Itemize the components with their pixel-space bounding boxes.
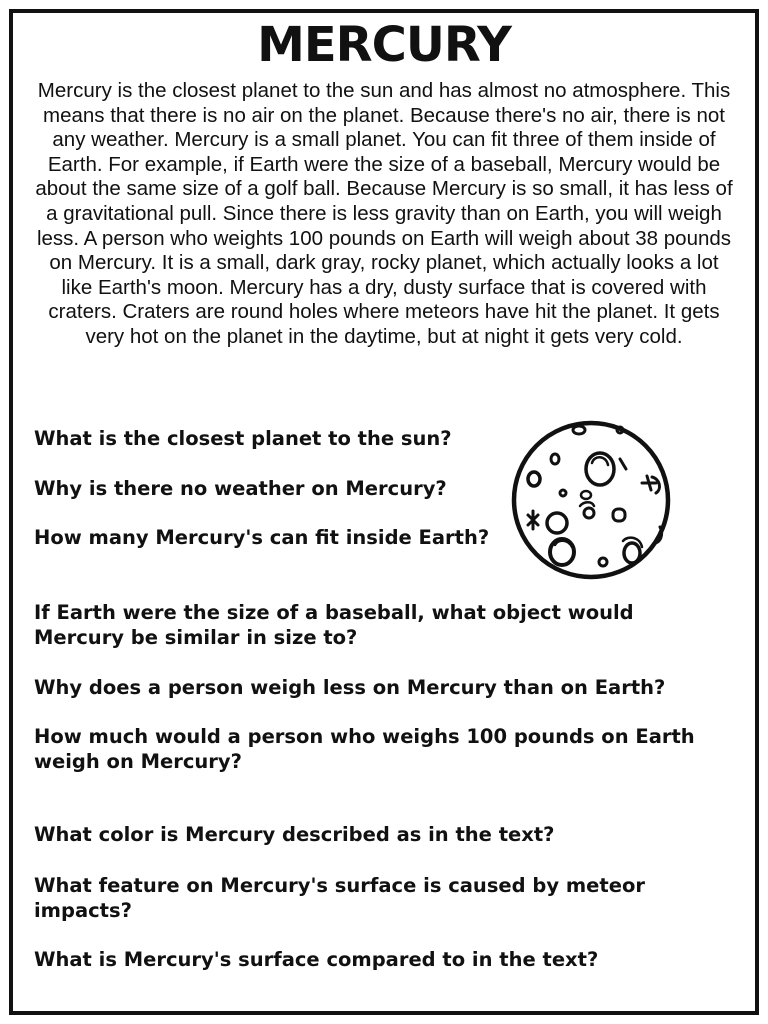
question-8: What feature on Mercury's surface is caused by meteor impacts?: [34, 874, 645, 922]
question-6: How much would a person who weighs 100 pounds on Earth weigh on Mercury?: [34, 725, 695, 773]
question-7: What color is Mercury described as in the text?: [34, 823, 555, 846]
question-5: Why does a person weigh less on Mercury than on Earth?: [34, 676, 666, 699]
question-3: How many Mercury's can fit inside Earth?: [34, 526, 490, 549]
question-2: Why is there no weather on Mercury?: [34, 477, 447, 500]
question-4: If Earth were the size of a baseball, what object would Mercury be similar in size to?: [34, 601, 634, 649]
reading-passage: Mercury is the closest planet to the sun and has almost no atmosphere. This means that there is no air on the planet. Because there's no air, there is not any weather. Mercury is a small planet. You can fit three of them inside of Earth. For example, if Earth were the size of a baseball, Mercury would be about the same size of a golf ball. Because Mercury is so small, it has less of a gravitational pull. Since there is less gravity than on Earth, you will weigh less. A person who weights 100 pounds on Earth will weigh about 38 pounds on Mercury. It is a small, dark gray, rocky planet, which actually looks a lot like Earth's moon. Mercury has a dry, dusty surface that is covered with craters. Craters are round holes where meteors have hit the planet. It gets very hot on the planet in the daytime, but at night it gets very cold.: [35, 79, 733, 348]
question-1: What is the closest planet to the sun?: [34, 427, 452, 450]
page-title: MERCURY: [257, 17, 511, 73]
cratered-planet-icon: [510, 419, 672, 581]
worksheet-page: [9, 9, 759, 1015]
question-9: What is Mercury's surface compared to in the text?: [34, 948, 599, 971]
